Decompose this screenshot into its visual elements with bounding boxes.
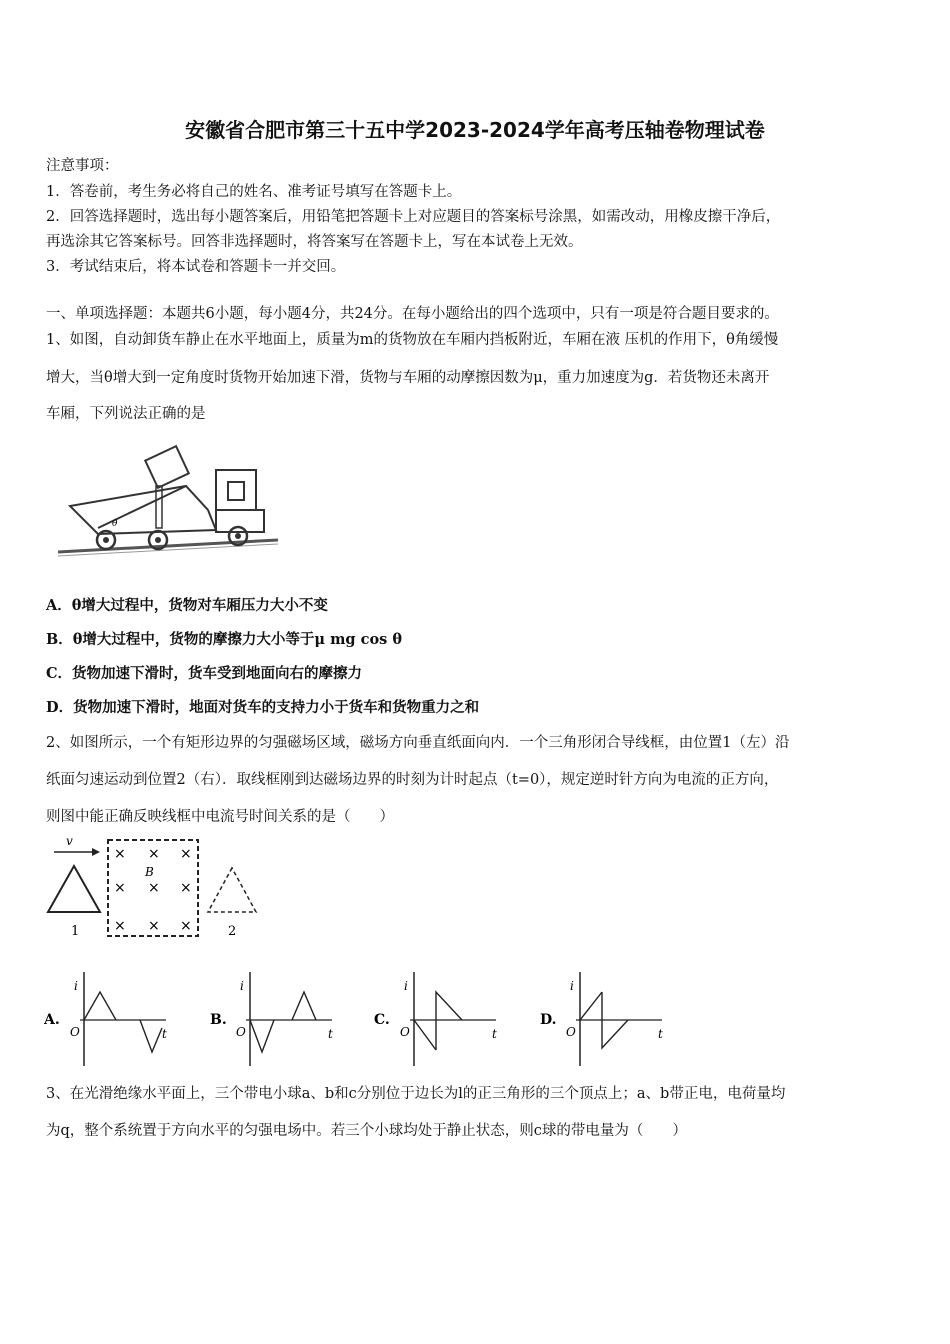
position-2-label: 2: [228, 924, 237, 939]
current-time-graph: [374, 968, 514, 1068]
exam-title: 安徽省合肥市第三十五中学2023-2024学年高考压轴卷物理试卷: [185, 118, 765, 142]
q1-option-a: A．θ增大过程中，货物对车厢压力大小不变: [46, 597, 328, 614]
q2-stem: 纸面匀速运动到位置2（右）．取线框刚到达磁场边界的时刻为计时起点（t=0），规定逆时针方向为电流的正方向，: [46, 772, 779, 788]
origin-label: O: [400, 1025, 410, 1039]
position-1-label: 1: [71, 924, 80, 939]
notice-item: 2．回答选择题时，选出每小题答案后，用铅笔把答题卡上对应题目的答案标号涂黑，如需改动，用橡皮擦干净后，: [46, 209, 781, 225]
i-axis-label: i: [240, 979, 244, 993]
notice-item: 1．答卷前，考生务必将自己的姓名、准考证号填写在答题卡上。: [46, 184, 462, 200]
field-cross: ×: [114, 918, 126, 934]
q1-option-b: B．θ增大过程中，货物的摩擦力大小等于μ mg cos θ: [46, 631, 402, 648]
current-curve: [414, 992, 462, 1050]
q1-stem: 1、如图，自动卸货车静止在水平地面上，质量为m的货物放在车厢内挡板附近，车厢在液 压机的作用下，θ角缓慢: [46, 332, 779, 348]
graph-option-label: A.: [44, 1012, 60, 1028]
notice-item: 3．考试结束后，将本试卷和答题卡一并交回。: [46, 259, 346, 275]
t-axis-label: t: [658, 1027, 663, 1041]
current-curve: [250, 992, 316, 1052]
i-axis-label: i: [570, 979, 574, 993]
q1-option-d: D．货物加速下滑时，地面对货车的支持力小于货车和货物重力之和: [46, 699, 480, 716]
field-cross: ×: [148, 880, 160, 896]
dump-truck-figure: [58, 428, 278, 563]
origin-label: O: [70, 1025, 80, 1039]
field-cross: ×: [114, 846, 126, 862]
q1-stem: 车厢，下列说法正确的是: [46, 406, 206, 422]
current-time-graph: [540, 968, 680, 1068]
graph-option-label: B.: [210, 1012, 227, 1028]
t-axis-label: t: [162, 1027, 167, 1041]
velocity-label: v: [66, 834, 73, 848]
field-cross: ×: [180, 846, 192, 862]
q3-stem: 为q，整个系统置于方向水平的匀强电场中。若三个小球均处于静止状态，则c球的带电量为（ ）: [46, 1123, 687, 1139]
field-cross: ×: [148, 846, 160, 862]
q2-stem: 则图中能正确反映线框中电流号时间关系的是（ ）: [46, 809, 394, 825]
theta-label: θ: [112, 519, 118, 529]
field-b-label: B: [145, 865, 154, 879]
current-time-graph: [44, 968, 184, 1068]
field-cross: ×: [148, 918, 160, 934]
field-cross: ×: [180, 880, 192, 896]
field-cross: ×: [114, 880, 126, 896]
q3-stem: 3、在光滑绝缘水平面上，三个带电小球a、b和c分别位于边长为l的正三角形的三个顶点上；a、b带正电，电荷量均: [46, 1086, 786, 1102]
q1-option-c: C．货物加速下滑时，货车受到地面向右的摩擦力: [46, 665, 363, 682]
notice-item: 再选涂其它答案标号。回答非选择题时，将答案写在答题卡上，写在本试卷上无效。: [46, 234, 583, 250]
origin-label: O: [566, 1025, 576, 1039]
i-axis-label: i: [404, 979, 408, 993]
t-axis-label: t: [328, 1027, 333, 1041]
origin-label: O: [236, 1025, 246, 1039]
notice-heading: 注意事项：: [46, 158, 119, 174]
section-heading: 一、单项选择题：本题共6小题，每小题4分，共24分。在每小题给出的四个选项中，只有一项是符合题目要求的。: [46, 306, 779, 322]
graph-option-label: D.: [540, 1012, 557, 1028]
q1-stem: 增大，当θ增大到一定角度时货物开始加速下滑，货物与车厢的动摩擦因数为μ，重力加速度为g．若货物还未离开: [46, 370, 770, 386]
graph-option-label: C.: [374, 1012, 390, 1028]
field-cross: ×: [180, 918, 192, 934]
current-curve: [84, 992, 162, 1052]
i-axis-label: i: [74, 979, 78, 993]
t-axis-label: t: [492, 1027, 497, 1041]
q2-stem: 2、如图所示，一个有矩形边界的匀强磁场区域，磁场方向垂直纸面向内．一个三角形闭合导线框，由位置1（左）沿: [46, 735, 790, 751]
current-time-graph: [210, 968, 350, 1068]
magnetic-field-figure: [44, 832, 274, 944]
